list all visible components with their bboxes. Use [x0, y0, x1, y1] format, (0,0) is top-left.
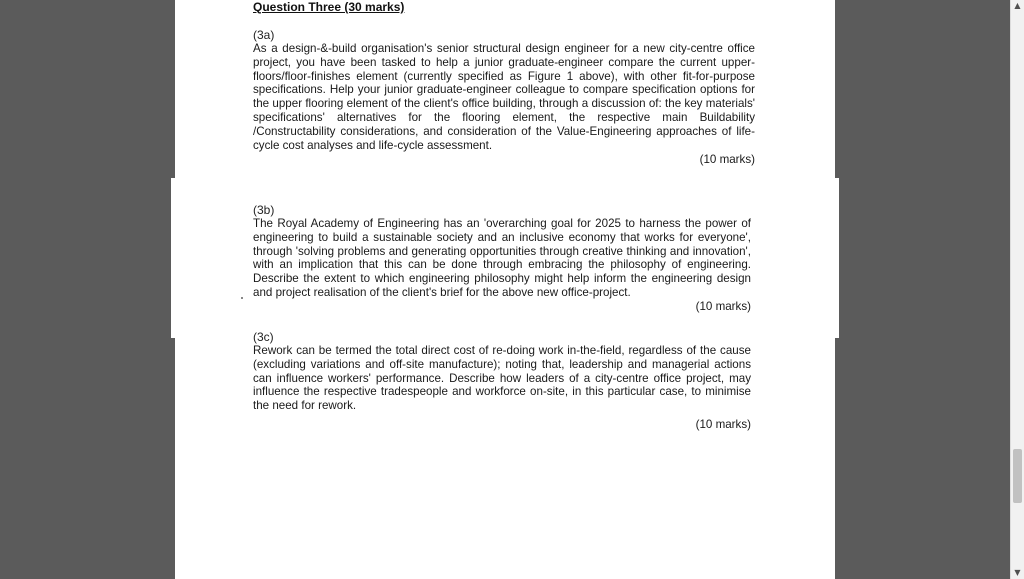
- question-label: (3a): [253, 28, 275, 42]
- question-text: Rework can be termed the total direct cost of re-doing work in-the-field, regardless of the cause (excluding variations and off-site manufacture); noting that, leadership and managerial actions can influence workers' performance. Describe how leaders of a city-centre office project, may influence the respective tradespeople and workforce on-site, in this particular case, to minimise the need for rework.: [253, 344, 751, 413]
- stray-mark: [241, 297, 243, 299]
- question-label: (3b): [253, 203, 275, 217]
- scroll-thumb[interactable]: [1013, 449, 1022, 503]
- question-label: (3c): [253, 330, 274, 344]
- document-page: [175, 0, 835, 579]
- vertical-scrollbar[interactable]: [1010, 0, 1024, 579]
- question-marks: (10 marks): [695, 417, 751, 431]
- scroll-down-arrow-icon[interactable]: ▼: [1014, 568, 1021, 577]
- question-text: The Royal Academy of Engineering has an 'overarching goal for 2025 to harness the power of engineering to build a sustainable society and an inclusive economy that works for everyone', through 'solving problems and generating opportunities through creative thinking and innovation', with an implication that this can be done through embracing the philosophy of engineering. Describe the extent to which engineering philosophy might help inform the engineering design and project realisation of the client's brief for the above new office-project.: [253, 217, 751, 299]
- question-heading: Question Three (30 marks): [253, 0, 405, 14]
- question-marks: (10 marks): [695, 299, 751, 313]
- scroll-up-arrow-icon[interactable]: ▲: [1014, 1, 1021, 10]
- question-3c: [253, 330, 751, 432]
- question-text: As a design-&-build organisation's senior structural design engineer for a new city-centre office project, you have been tasked to help a junior graduate-engineer compare the current upper-floors/floor-finishes element (currently specified as Figure 1 above), with other fit-for-purpose specifications. Help your junior graduate-engineer colleague to compare specification options for the upper flooring element of the client's office building, through a discussion of: the key materials' specifications' alternatives for the flooring element, the respective main Buildability /Constructability considerations, and consideration of the Value-Engineering approaches of life-cycle cost analyses and life-cycle assessment.: [253, 42, 755, 152]
- question-3b: [253, 203, 751, 314]
- question-marks: (10 marks): [699, 153, 755, 167]
- page-edge: [835, 178, 839, 338]
- question-3a: [253, 28, 755, 167]
